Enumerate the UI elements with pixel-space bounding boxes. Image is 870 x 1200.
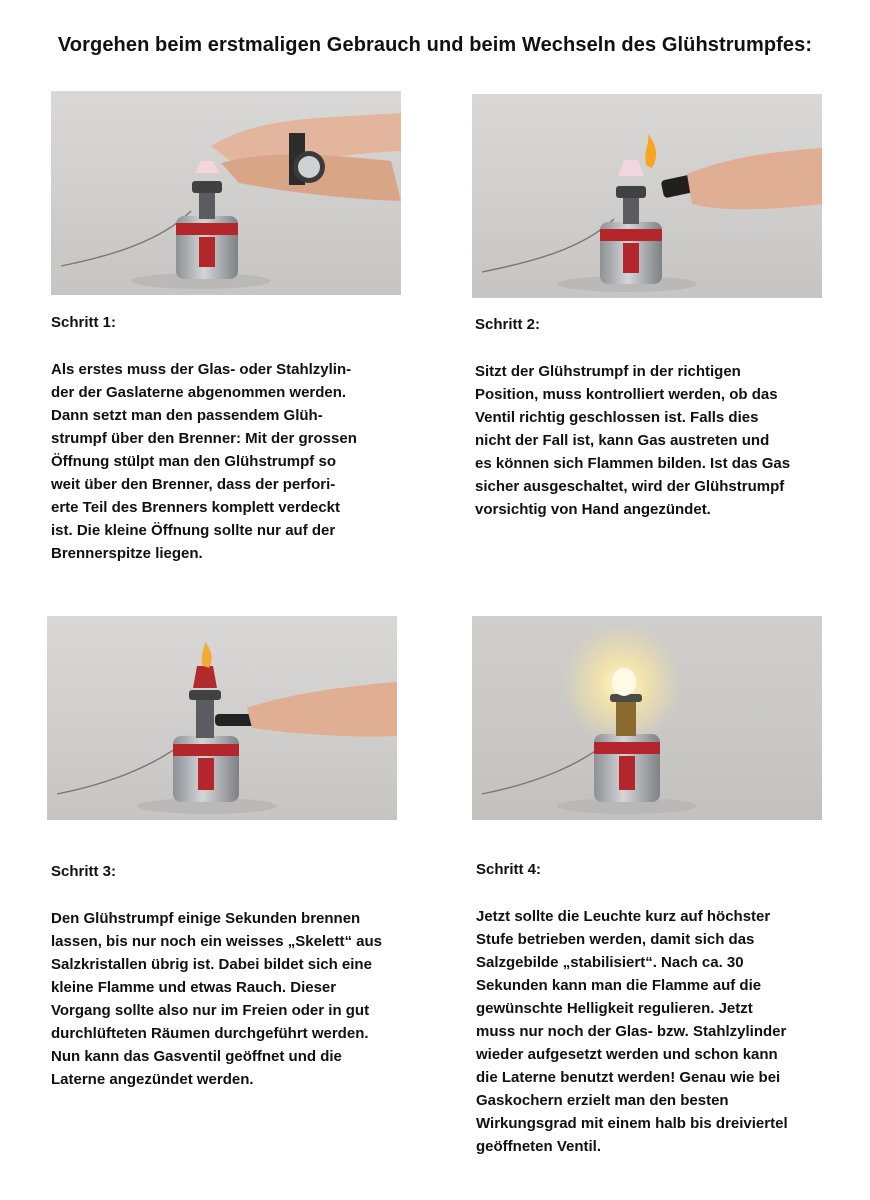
step-3-illustration [47,616,397,820]
page-title: Vorgehen beim erstmaligen Gebrauch und beim Wechseln des Glühstrumpfes: [57,34,813,56]
text-line: Öffnung stülpt man den Glühstrumpf so [51,453,336,470]
text-line: wieder aufgesetzt werden und schon kann [476,1046,778,1063]
text-line: sicher ausgeschaltet, wird der Glühstrumpf [475,478,785,495]
step-2-photo [472,94,822,298]
text-line: ist. Die kleine Öffnung sollte nur auf der [51,522,336,539]
text-line: Position, muss kontrolliert werden, ob das [475,386,778,403]
text-line: nicht der Fall ist, kann Gas austreten und [475,432,770,449]
text-line: Laterne angezündet werden. [51,1071,254,1088]
text-line: Sekunden kann man die Flamme auf die [476,977,762,994]
step-1-heading: Schritt 1: [51,314,117,331]
text-line: weit über den Brenner, dass der perfori- [51,476,336,493]
step-4-illustration [472,616,822,820]
step-2-text [475,360,835,521]
text-line: erte Teil des Brenners komplett verdeckt [51,499,340,516]
step-1-text [51,358,411,565]
step-1-photo [51,91,401,295]
text-line: Brennerspitze liegen. [51,545,203,562]
text-line: Jetzt sollte die Leuchte kurz auf höchster [476,908,771,925]
text-line: Wirkungsgrad mit einem halb bis dreiviertel [476,1115,788,1132]
text-line: Vorgang sollte also nur im Freien oder in gut [51,1002,370,1019]
step-4-heading: Schritt 4: [476,861,542,878]
text-line: geöffneten Ventil. [476,1138,602,1155]
text-line: vorsichtig von Hand angezündet. [475,501,711,518]
step-3-text [51,907,411,1091]
text-line: strumpf über den Brenner: Mit der grossen [51,430,357,447]
text-line: Ventil richtig geschlossen ist. Falls dies [475,409,759,426]
text-line: der der Gaslaterne abgenommen werden. [51,384,347,401]
text-line: die Laterne benutzt werden! Genau wie bei [476,1069,781,1086]
text-line: lassen, bis nur noch ein weisses „Skelett“ aus [51,933,382,950]
text-line: Salzgebilde „stabilisiert“. Nach ca. 30 [476,954,744,971]
step-2-heading: Schritt 2: [475,316,541,333]
text-line: Salzkristallen übrig ist. Dabei bildet sich eine [51,956,372,973]
text-line: durchlüfteten Räumen durchgeführt werden. [51,1025,369,1042]
step-1-illustration [51,91,401,295]
text-line: Nun kann das Gasventil geöffnet und die [51,1048,342,1065]
step-2-illustration [472,94,822,298]
text-line: gewünschte Helligkeit regulieren. Jetzt [476,1000,753,1017]
text-line: Gaskochern erzielt man den besten [476,1092,729,1109]
text-line: kleine Flamme und etwas Rauch. Dieser [51,979,337,996]
text-line: Als erstes muss der Glas- oder Stahlzylin- [51,361,352,378]
text-line: Stufe betrieben werden, damit sich das [476,931,755,948]
step-3-photo [47,616,397,820]
text-line: Sitzt der Glühstrumpf in der richtigen [475,363,741,380]
step-3-heading: Schritt 3: [51,863,117,880]
step-4-photo [472,616,822,820]
text-line: Dann setzt man den passendem Glüh- [51,407,323,424]
text-line: Den Glühstrumpf einige Sekunden brennen [51,910,361,927]
text-line: es können sich Flammen bilden. Ist das Gas [475,455,791,472]
text-line: muss nur noch der Glas- bzw. Stahlzylinder [476,1023,787,1040]
step-4-text [476,905,836,1158]
